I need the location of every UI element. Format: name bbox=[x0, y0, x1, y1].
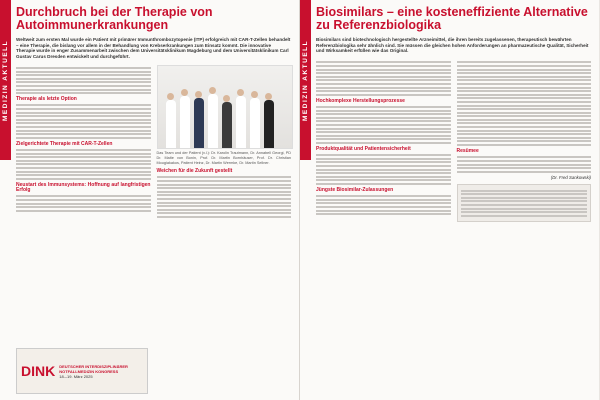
right-content bbox=[316, 6, 591, 396]
column-2 bbox=[157, 65, 292, 219]
subheading: Produktqualität und Patientensicherheit bbox=[316, 145, 411, 152]
text-columns bbox=[16, 65, 291, 219]
body-text bbox=[316, 61, 451, 95]
dink-logo: DINK bbox=[21, 363, 56, 379]
subheading: Neustart des Immunsystems: Hoffnung auf langfristigen Erfolg bbox=[16, 181, 151, 194]
column-1 bbox=[16, 65, 151, 219]
body-text bbox=[16, 104, 151, 138]
body-text bbox=[316, 106, 451, 144]
subheading: Weichen für die Zukunft gestellt bbox=[156, 168, 233, 175]
subheading: Zielgerichtete Therapie mit CAR-T-Zellen bbox=[16, 140, 113, 147]
side-tab: MEDIZIN AKTUELL bbox=[0, 0, 11, 160]
article-lead: Weltweit zum ersten Mal wurde ein Patient mit primärer Immunthrombozytopenie (ITP) erfolgreich mit CAR-T-Zellen behandelt – eine Therapie, die bislang vor allem in der Behandlung von Krebserkrankungen zum Einsatz kommt. Die innovative Therapie wurde in enger Zusammenarbeit zwischen dem Universitätsklinikum Magdeburg und dem Universitätsklinikum Carl Gustav Carus Dresden entwickelt und durchgeführt. bbox=[16, 37, 291, 59]
body-text bbox=[157, 176, 292, 218]
side-tab: MEDIZIN AKTUELL bbox=[300, 0, 311, 160]
left-content bbox=[16, 6, 291, 396]
team-photo bbox=[157, 65, 294, 149]
article-headline: Biosimilars – eine kosteneffiziente Alternative zu Referenzbiologika bbox=[316, 5, 588, 32]
congress-ad[interactable] bbox=[16, 348, 148, 394]
body-text bbox=[316, 195, 451, 215]
right-page bbox=[300, 0, 599, 400]
body-text bbox=[316, 154, 451, 185]
article-lead: Biosimilars sind biotechnologisch hergestellte Arzneimittel, die ihren bereits zugelassenen, therapeutisch bewährten Referenzbiologika sehr ähnlich sind. Sie müssen die gleichen hohen Anforderungen an pharmazeutische Qualität, Sicherheit und Wirksamkeit erfüllen wie das Original. bbox=[316, 37, 589, 54]
footnote-box bbox=[457, 184, 592, 222]
subheading: Resümee bbox=[456, 148, 479, 155]
photo-caption: Das Team und der Patient (v.l.): Dr. Karolin Trautmann, Dr. Annabell Georgi, PD Dr. Malte von Bonin, Prof. Dr. Martin Bornhäuser, Prof. Dr. Christian Mougiakakos, Patient Heinz, Dr. Martin Wermke, Dr. Martin Sellner. bbox=[156, 151, 291, 165]
text-columns bbox=[316, 60, 591, 223]
subheading: Therapie als letzte Option bbox=[16, 96, 77, 103]
subheading: Jüngste Biosimilar-Zulassungen bbox=[316, 187, 394, 193]
column-2 bbox=[457, 60, 592, 223]
subheading: Hochkomplexe Herstellungsprozesse bbox=[316, 97, 405, 104]
article-headline: Durchbruch bei der Therapie von Autoimmunerkrankungen bbox=[16, 5, 213, 32]
author-signature: (Dr. Fred Sankowski) bbox=[550, 174, 591, 180]
body-text bbox=[457, 61, 592, 146]
ad-title: DEUTSCHER INTERDISZIPLINÄRER NOTFALLMEDIZIN KONGRESS bbox=[59, 363, 128, 374]
footnote-text bbox=[461, 190, 588, 217]
ad-dates: 18.–19. März 2025 bbox=[59, 373, 93, 379]
column-1 bbox=[316, 60, 451, 223]
body-text bbox=[16, 67, 151, 94]
body-text bbox=[457, 156, 592, 172]
body-text bbox=[16, 149, 151, 180]
body-text bbox=[16, 195, 151, 211]
ad-text bbox=[59, 364, 147, 379]
